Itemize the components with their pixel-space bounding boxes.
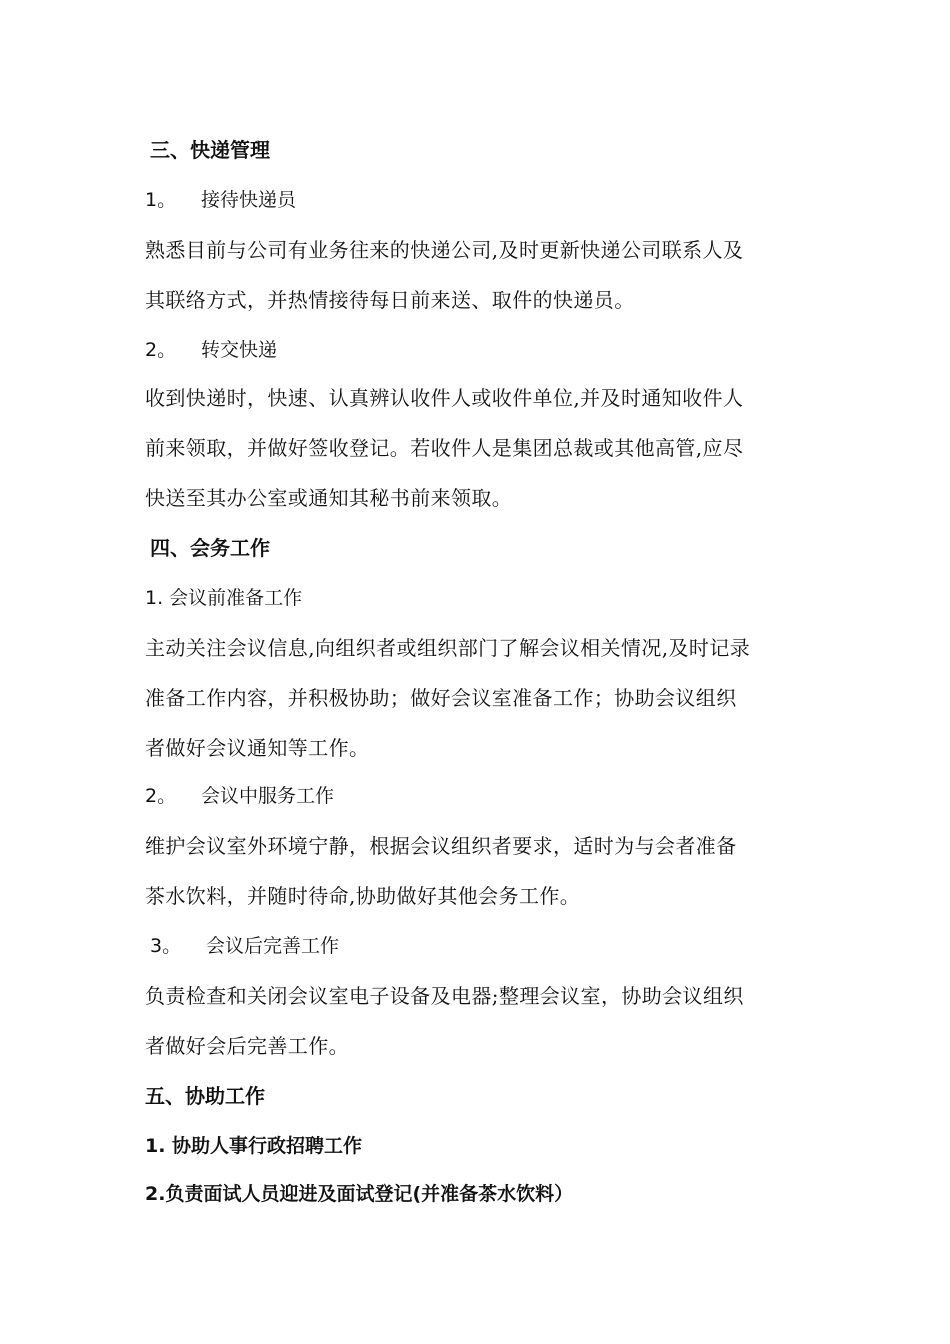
section-3-item-1-text-line-2: 其联络方式，并热情接待每日前来送、取件的快递员。	[145, 288, 635, 312]
section-3-heading: 三、快递管理	[150, 138, 270, 162]
section-5-item-2: 2.负责面试人员迎进及面试登记(并准备茶水饮料）	[145, 1183, 574, 1205]
section-4-item-1-heading: 1. 会议前准备工作	[145, 587, 303, 609]
section-4-item-2-text-line-2: 茶水饮料，并随时待命,协助做好其他会务工作。	[145, 884, 581, 908]
section-4-item-3-text-line-2: 者做好会后完善工作。	[145, 1034, 349, 1058]
item-title: 会议后完善工作	[206, 935, 340, 957]
section-5-item-1: 1. 协助人事行政招聘工作	[145, 1135, 363, 1157]
section-4-item-1-text-line-2: 准备工作内容，并积极协助；做好会议室准备工作；协助会议组织	[145, 686, 737, 710]
section-4-item-2-text-line-1: 维护会议室外环境宁静，根据会议组织者要求，适时为与会者准备	[145, 834, 737, 858]
section-4-item-1-text-line-3: 者做好会议通知等工作。	[145, 736, 370, 760]
section-3-item-2-text-line-3: 快送至其办公室或通知其秘书前来领取。	[145, 486, 513, 510]
section-3-item-2-text-line-2: 前来领取，并做好签收登记。若收件人是集团总裁或其他高管,应尽	[145, 436, 744, 460]
section-4-item-3-heading	[150, 926, 830, 966]
item-number: 2。	[145, 339, 177, 361]
section-3-item-2-text-line-1: 收到快递时，快速、认真辨认收件人或收件单位,并及时通知收件人	[145, 386, 744, 410]
item-number: 2。	[145, 785, 177, 807]
item-title: 会议中服务工作	[201, 785, 335, 807]
section-4-item-3-text-line-1: 负责检查和关闭会议室电子设备及电器;整理会议室，协助会议组织	[145, 984, 744, 1008]
item-title: 转交快递	[201, 339, 278, 361]
section-4-heading: 四、会务工作	[150, 536, 270, 560]
section-4-item-2-heading	[145, 776, 825, 816]
item-number: 1。	[145, 189, 177, 211]
section-3-item-1-heading	[145, 180, 825, 220]
item-number: 3。	[150, 935, 182, 957]
item-title: 接待快递员	[201, 189, 297, 211]
section-5-heading: 五、协助工作	[145, 1084, 265, 1108]
section-3-item-2-heading	[145, 330, 825, 370]
section-4-item-1-text-line-1: 主动关注会议信息,向组织者或组织部门了解会议相关情况,及时记录	[145, 636, 751, 660]
section-3-item-1-text-line-1: 熟悉目前与公司有业务往来的快递公司,及时更新快递公司联系人及	[145, 238, 744, 262]
